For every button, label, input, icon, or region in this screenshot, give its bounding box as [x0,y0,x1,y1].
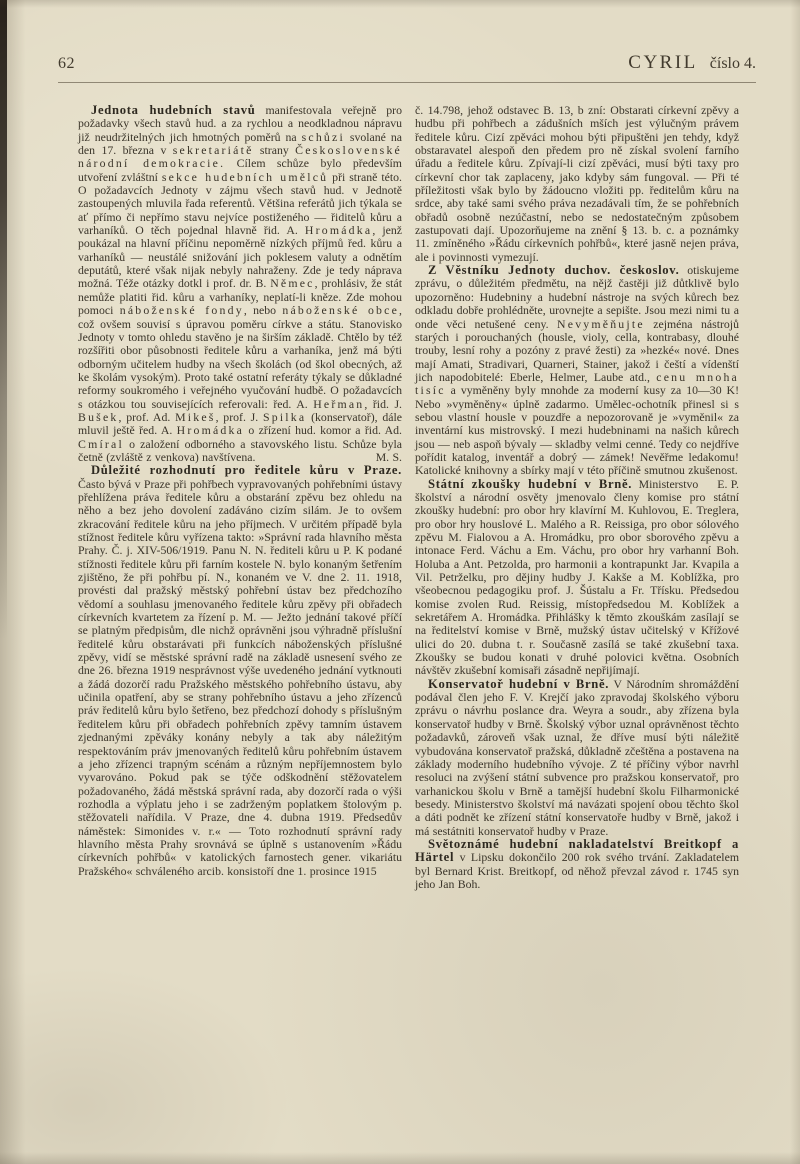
article-title: Jednota hudebních stavů [91,103,256,117]
page-top-edge [0,0,800,8]
page-left-edge [0,0,7,640]
text-run: schůzi [301,129,345,144]
article-title: Konservatoř hudební v Brně. [428,676,610,691]
text-run: manifestovala veřejně pro požadavky všech stavů hud. a za rychlou a neodkladnou nápravu již neudržitelných jich hmotných poměrů na [78,103,402,144]
issue-number: číslo 4. [709,55,756,72]
text-run: , prohlásiv, že stát nemůže platiti řid. kůru a varhaníky, neplatí-li kněze. Zde mohou pomoci [78,276,402,318]
text-run: o zřízení hud. komor a řid. Ad. [244,423,402,438]
article-title: Z Věstníku Jednoty duchov. českoslov. [428,263,680,278]
page-header [58,52,756,83]
text-run: sekretariátě [172,143,254,158]
text-run: Mikeš [175,409,216,424]
text-run: , prof. J. [215,409,263,424]
text-run: a vyměněny byly mnohde za moderní kusy za 10—30 K! Nebo »vyměněny« úplně zadarmo. Umělec-ochotník přinesl si s sebou vlastní housle v pouzdře a nepozorovaně je »vyměnil« za inventární kus mistrovský. I mezi hudebninami na našich kůrech jsou — neb aspoň bývaly — skladby velmi cenné. Tedy co nejdříve pořídit katalog, inventář a dobrý — zámek! Nevěřme ledakomu! Katolické knihovny a sbírky mají v této příčině smutnou zkušenost. [415,383,739,478]
text-run: náboženské fondy [119,303,244,318]
article-title: Důležité rozhodnutí pro ředitele kůru v Praze. [91,463,402,478]
text-run: Nevyměňujte [557,316,645,331]
article-paragraph [415,478,739,678]
text-run: Hromádka [176,423,245,438]
text-run: otiskujeme zprávu, o důležitém předmětu, na nějž častěji již důtklivě bylo upozorněno: Hudebniny a hudební nástroje na svých kůrech bez odkladu dobře prohlédněte, urovnejte a sepište. Jsou mezi nimi tu a onde věci netušené ceny. [415,263,740,331]
text-run: , což ovšem souvisí s úpravou poměru církve a státu. Stanovisko Jednoty v tomto ohledu stavěno je na širším základě. Chtělo by též rozšířiti obor působnosti ředitele kůru a varhaníka, jenž má býti odborným učitelem hudby na všech školách (od škol obecných, až ke školám vysokým). Proto také ostatní referáty týkaly se důkladné reformy soukromého i veřejného vyučování hudbě. O požadavcích s otázkou tou souvisejících referovali: řed. A. [78,303,402,411]
text-run: náboženské obce [282,303,400,318]
text-run: cenu mnoha tisíc [415,369,739,398]
article-paragraph [415,678,739,838]
author-initials: M. S. [375,449,402,464]
text-run: při straně této. O požadavcích Jednoty v zájmu všech stavů hud. v Jednotě zastoupených mluvila řada referentů. Většina referátů jich týkala se ať přímo či nepřímo stavu nejvíce postiženého — řiditelů kůru a varhaníků. O těch pojednal hlavně řid. A. [78,169,402,238]
text-run: Bušek [78,409,119,424]
text-run: Heřman [313,396,365,411]
page-right-edge [790,0,800,1164]
text-columns [78,104,740,891]
text-run: , řid. J. [364,396,402,411]
text-run: Ministerstvo školství a národní osvěty jmenovalo členy komise pro státní zkoušky hudební: pro obor hry klavírní M. Kuhlovou, E. Treglera, pro obor hry houslové L. Malého a R. Reissiga, pro obor sólového zpěvu M. Fialovou a A. Hromádku, pro obor sborového zpěvu a intonace Ferd. Váchu a Em. Váchu, pro obor hry varhanní Boh. Holuba a Ant. Petzolda, pro harmonii a kontrapunkt Jar. Kvapila a Vil. Petrželku, pro dějiny hudby J. Kakše a M. Koblížka, pro všeobecnou pedagogiku prof. J. Šústalu a Fr. Třísku. Předsedou komise zvolen Rud. Reissig, místopředsedou M. Koblížek a sekretářem A. Hromádka. Přihlášky k těmto zkouškám zasílají se na ředitelství komise v Brně, mužský ústav učitelský v Křížové ulici do 20. dubna t. r. Současně zasílá se také zkušební taxa. Zkoušky se budou konati v druhé polovici května. Osobních návštěv zkušební komisaři zásadně nepřijímají. [415,476,739,678]
masthead [628,52,756,74]
text-run: svolané na den 17. března v [78,129,402,158]
author-initials: E. P. [717,476,739,491]
article-title: Světoznámé hudební nakladatelství Breitkopf a Härtel [415,836,739,865]
article-paragraph [78,104,402,464]
text-run: Cmíral [78,436,124,451]
page-number: 62 [58,55,75,72]
text-run: Němec [270,276,315,291]
text-run: strany [253,143,296,158]
text-run: , jenž poukázal na hlavní příčinu nepoměrně nízkých příjmů řed. kůru a varhaníků — neustálé snižování jich poklesem valuty a odnětím deputátů, které však nijak nebyly nahraženy. Zde je tedy náprava možná. Téže otázky dotkl i prof. dr. B. [78,223,403,291]
article-title: Státní zkoušky hudební v Brně. [428,476,633,491]
page-bottom-edge [0,1152,800,1164]
text-run: , prof. Ad. [118,409,176,424]
text-run: č. 14.798, jehož odstavec B. 13, b zní: Obstarati církevní zpěvy a hudbu při pohřbech a zádušních mších jest výlučným právem ředitele kůru. Cizí zpěváci mohou býti připuštěni jen tehdy, když obstaravatel alespoň den předem pro ně získal svolení farního úřadu a ředitele kůru. Zpívají-li cizí zpěváci, musí býti taxy pro církevní chor tak zaplaceny, jako kdyby sám fungoval. — Při té příležitosti však bylo by žádoucno vložiti pp. ředitelům kůru na srdce, aby také sami svého práva nezadávali tím, že se pohřebních obřadů osobně nezúčastní, nebo se nedostatečným způsobem zastupovati dají. Upozorňujeme na znění § 13. b. c. a poznámky 11. zmíněného »Řádu církevních pohřbů«, které jasně nejen práva, ale i povinnosti vymezují. [415,103,739,264]
text-run: v Lipsku dokončilo 200 rok svého trvání. Zakladatelem byl Bernard Krist. Breitkopf, od něhož převzal závod r. 1745 syn jeho Jan Boh. [415,850,739,891]
column-right [415,104,739,891]
journal-title: CYRIL [628,52,698,73]
article-paragraph [78,464,402,878]
text-run: , nebo [243,303,283,318]
article-paragraph [415,838,739,891]
article-paragraph [415,104,739,264]
column-left [78,104,402,891]
text-run: V Národním shromáždění podával člen jeho F. V. Krejčí jako zpravodaj školského výboru zprávu o návrhu poslance dra. Weyra a soudr., aby zřízena byla konservatoř hudby v Brně. Školský výbor uznal oprávněnost těchto požadavků, zároveň však uznal, že dříve musí býti náležitě vybudována konservatoř pražská, důkladně zčeštěna a postavena na základy moderního hudebního vývoje. Z té příčiny výbor navrhl resoluci na zvýšení státní subvence pro pražskou konservatoř, pro varhanickou školu v Brně a tamější hudební školu Filharmonické besedy. Ministerstvo školství má navázati spojení obou těchto škol a dáti podnět ke zřízení státní konservatoře hudby v Brně, jakož i má sestátniti konservatoř hudby v Praze. [415,676,739,838]
text-run: (konservatoř), dále mluvil ještě řed. A. [78,409,403,438]
text-run: Spilka [262,409,307,424]
text-run: Československé národní demokracie. [78,143,402,171]
text-run: Hromádka [304,223,373,238]
text-run: o založení odborného a stavovského listu. Schůze byla četně (zvláště z venkova) navštívena. [78,436,402,464]
text-run: sekce hudebních umělců [161,169,329,184]
text-run: Cílem schůze bylo především utvoření zvláštní [78,156,402,184]
text-run: Často bývá v Praze při pohřbech vypravovaných pohřebními ústavy přehlížena práva ředitele kůru a obstarání zpěvu bez ohledu na něho a bez jeho dovolení zadáváno cizím silám. Je to ovšem zkracování ředitele kůru na jeho příjmech. V určitém případě byla stížnost ředitele kůru vyřízena takto: »Správní rada hlavního města Prahy. Č. j. XIV-506/1919. Panu N. N. řediteli kůru u P. K podané stížnosti ředitele kůru při farním kostele N. bylo konaným šetřením zjištěno, že při pohřbu pí. N., konaném ve V. dne 2. 11. 1918, provésti dal pražský městský pohřební ústav bez předchozího vědomí a souhlasu jmenovaného ředitele kůru zpěvy při obřadech církevních kvartetem za řízení p. M. — Ježto jednání takové příčí se platným předpisům, dle nichž oprávněni jsou výhradně příslušní ředitelé kůru obstarávati při funkcích náboženských příslušné zpěvy, vidí se městské správní radě na základě usnesení svého ze dne 26. března 1919 nesprávnost výše uvedeného jednání vytknouti a žádá dozorčí radu Pražského městského pohřebního ústavu, aby učinila opatření, aby se strany pohřebního ústavu a jeho zřízenců práv ředitelů kůru bylo šetřeno, bez předchozí dohody s příslušným ředitelem kůru při obřadech pohřebních zpěvy tamním ústavem zjednanými zpěváky konány nebyly a tak aby náležitým respektováním práv jmenovaných ředitelů kůru pohřebním ústavem a jeho zřízenci trapným scénám a různým nepříjemnostem bylo vyvarováno. Pokud pak se týče odškodnění stěžovatelem požadovaného, žádá městská správní rada, aby dozorčí rada o výši rozhodla a výplatu jeho i se zadrženým poplatkem štolovým p. stěžovateli nařídila. V Praze, dne 4. dubna 1919. Předsedův náměstek: Simonides v. r.« — Toto rozhodnutí správní rady hlavního města Prahy srovnává se úplně s ustanovením »Řádu církevních pohřbů« v katolických farnostech gener. vikariátu Pražského« schváleného arcib. konsistoří dne 1. prosince 1915 [78,476,402,878]
text-run: zejména nástrojů starých i porouchaných (housle, violy, cella, kontrabasy, dlouhé trouby, lesní rohy a pozóny z pravé žesti) za »hezké« nové. Dnes mají Amati, Stradivari, Quarneri, Stainer, jakož i čeští a vídenští jich napodobitelé: Eberle, Helmer, Laube atd., [415,316,739,384]
